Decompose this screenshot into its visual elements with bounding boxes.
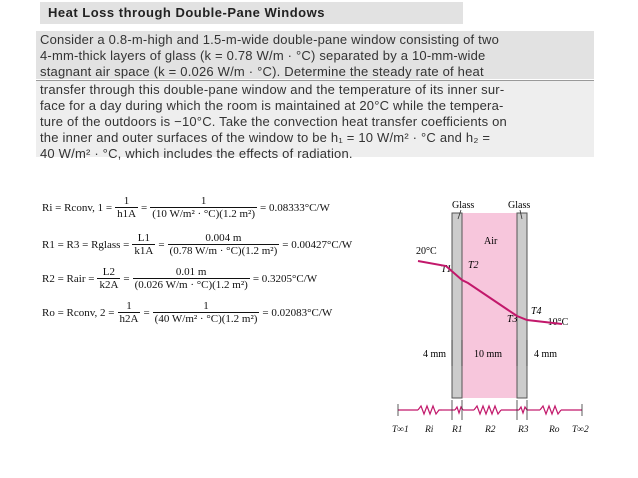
equation-r-glass: R1 = R3 = Rglass = $\frac{L1}{k1A}$ = $\frac{0.004 m}{\text{(0.78 W/m · °C)(1.2 m²)}}$ = 0.00427°C/W (42, 232, 353, 257)
page-title: Heat Loss through Double-Pane Windows (40, 2, 463, 24)
t1-label: T1 (441, 264, 452, 275)
problem-line: 4-mm-thick layers of glass (k = 0.78 W/m · °C) separated by a 10-mm-wide (40, 47, 486, 63)
eq-lhs: Ri = Rconv, 1 = (42, 202, 113, 214)
t-inside-label: 20°C (416, 246, 437, 257)
problem-line: stagnant air space (k = 0.026 W/m · °C). Determine the steady rate of heat (40, 63, 484, 79)
t4-label: T4 (531, 306, 542, 317)
eq-fraction-symbolic: $\frac{L1}{k1A}$ (134, 232, 154, 257)
circuit-label: T∞2 (572, 425, 589, 435)
circuit-label: Ri (425, 425, 434, 435)
equation-r-inner: Ri = Rconv, 1 = $\frac{1}{h1A}$ = $\frac{1}{\text{(10 W/m² · °C)(1.2 m²)}}$ = 0.08333°C/W (42, 195, 330, 220)
dim-glass-right: 4 mm (534, 349, 558, 360)
resistor-r3 (519, 407, 527, 413)
circuit-label: R1 (452, 425, 463, 435)
glass-pane-right (517, 213, 527, 398)
resistor-r2 (474, 406, 501, 414)
eq-result: = 0.02083°C/W (262, 307, 333, 319)
eq-lhs: Ro = Rconv, 2 = (42, 307, 115, 319)
t-outside-label: −10°C (542, 317, 569, 328)
equation-r-air: R2 = Rair = $\frac{L2}{k2A}$ = $\frac{0.01 m}{\text{(0.026 W/m · °C)(1.2 m²)}}$ = 0.3205°C/W (42, 266, 318, 291)
eq-fraction-symbolic: $\frac{L2}{k2A}$ (99, 266, 119, 291)
problem-line: transfer through this double-pane window and the temperature of its inner sur- (40, 82, 505, 98)
eq-fraction-numeric: $\frac{0.01 m}{\text{(0.026 W/m · °C)(1.2 m²)}}$ (134, 266, 248, 291)
problem-line: ture of the outdoors is −10°C. Take the convection heat transfer coefficients on (40, 113, 507, 129)
eq-result: = 0.3205°C/W (252, 273, 318, 285)
glass-left-label: Glass (452, 200, 475, 211)
problem-line: 40 W/m² · °C, which includes the effects of radiation. (40, 145, 353, 161)
glass-right-label: Glass (508, 200, 531, 211)
eq-result: = 0.00427°C/W (282, 239, 353, 251)
eq-result: = 0.08333°C/W (259, 202, 330, 214)
circuit-label: T∞1 (392, 425, 409, 435)
circuit-label: R2 (485, 425, 496, 435)
problem-line: face for a day during which the room is maintained at 20°C while the tempera- (40, 98, 504, 114)
eq-fraction-symbolic: $\frac{1}{h2A}$ (119, 300, 139, 325)
t3-label: T3 (507, 314, 518, 325)
dim-glass-left: 4 mm (423, 349, 447, 360)
glass-pane-left (452, 213, 462, 398)
resistor-ri (418, 406, 442, 414)
circuit-label: Ro (549, 425, 560, 435)
problem-line: Consider a 0.8-m-high and 1.5-m-wide double-pane window consisting of two (40, 32, 500, 47)
resistor-ro (540, 406, 561, 414)
eq-lhs: R1 = R3 = Rglass = (42, 239, 130, 251)
problem-line: the inner and outer surfaces of the window to be h₁ = 10 W/m² · °C and h₂ = (40, 129, 491, 145)
eq-fraction-numeric: $\frac{0.004 m}{\text{(0.78 W/m · °C)(1.2 m²)}}$ (169, 232, 278, 257)
equation-r-outer: Ro = Rconv, 2 = $\frac{1}{h2A}$ = $\frac{1}{\text{(40 W/m² · °C)(1.2 m²)}}$ = 0.02083°C/W (42, 300, 333, 325)
eq-fraction-numeric: $\frac{1}{\text{(10 W/m² · °C)(1.2 m²)}}$ (152, 195, 255, 220)
circuit-label: R3 (518, 425, 529, 435)
dim-air: 10 mm (474, 349, 503, 360)
eq-fraction-symbolic: $\frac{1}{h1A}$ (117, 195, 137, 220)
t2-label: T2 (468, 260, 479, 271)
eq-lhs: R2 = Rair = (42, 273, 95, 285)
air-label: Air (484, 236, 498, 247)
eq-fraction-numeric: $\frac{1}{\text{(40 W/m² · °C)(1.2 m²)}}$ (154, 300, 258, 325)
thermal-circuit (398, 406, 582, 414)
